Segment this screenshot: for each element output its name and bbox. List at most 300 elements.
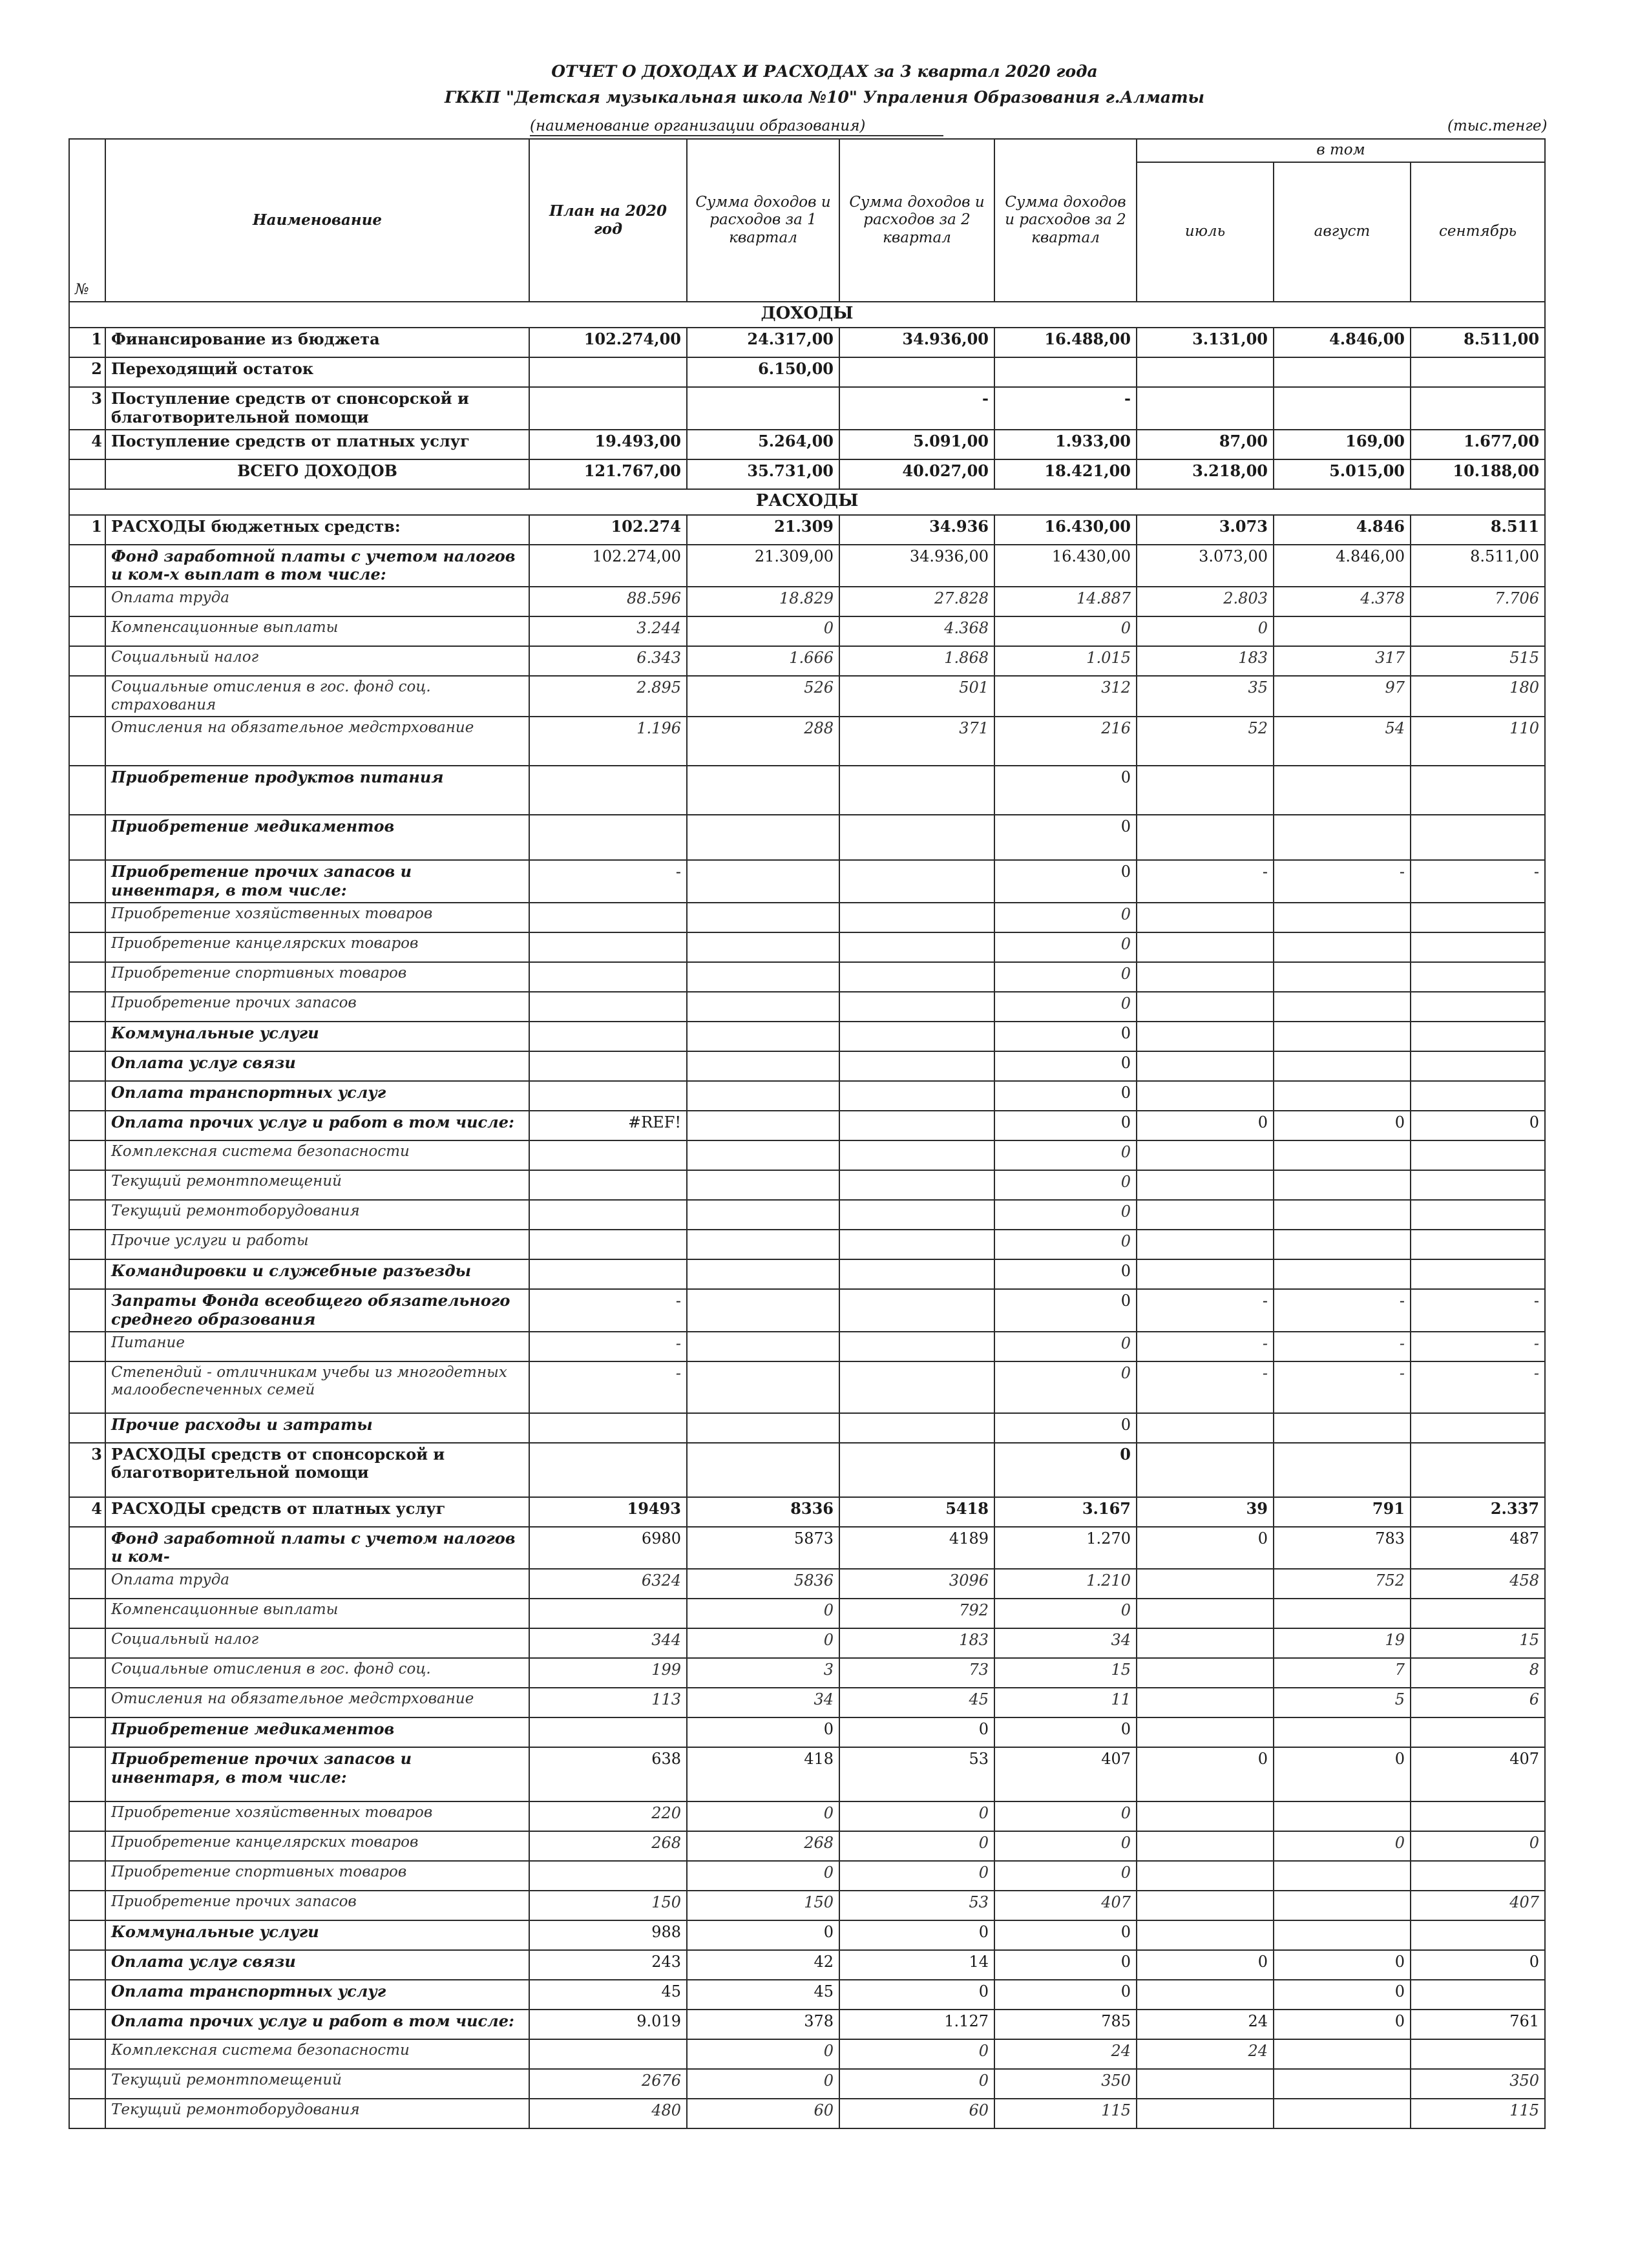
cell-aug: [1274, 616, 1411, 646]
cell-sep: [1411, 1170, 1545, 1200]
row-number: [69, 1140, 105, 1170]
row-name: Поступление средств от платных услуг: [105, 430, 529, 459]
table-row: [69, 387, 1545, 430]
row-number: [69, 545, 105, 587]
cell-q3: 0: [994, 1289, 1137, 1332]
cell-aug: 0: [1274, 2010, 1411, 2039]
cell-jul: [1137, 1413, 1274, 1443]
row-number: [69, 1891, 105, 1920]
cell-q1: [687, 1170, 839, 1200]
cell-q3: 0: [994, 1081, 1137, 1111]
row-name: Компенсационные выплаты: [105, 1599, 529, 1628]
row-number: [69, 903, 105, 932]
row-number: [69, 1200, 105, 1230]
cell-q1: [687, 387, 839, 430]
table-row: [69, 545, 1545, 587]
row-name: РАСХОДЫ средств от спонсорской и благотворительной помощи: [105, 1443, 529, 1497]
table-row: [69, 1861, 1545, 1891]
cell-plan: [529, 387, 687, 430]
cell-q2: 53: [839, 1891, 994, 1920]
row-number: [69, 1569, 105, 1599]
cell-jul: 3.073: [1137, 515, 1274, 545]
row-name: Приобретение прочих запасов: [105, 1891, 529, 1920]
section-title: РАСХОДЫ: [69, 489, 1545, 515]
cell-sep: [1411, 1861, 1545, 1891]
cell-sep: [1411, 992, 1545, 1022]
table-row: [69, 1801, 1545, 1831]
row-name: Приобретение продуктов питания: [105, 766, 529, 815]
cell-aug: 4.846,00: [1274, 545, 1411, 587]
cell-sep: 15: [1411, 1628, 1545, 1658]
cell-plan: 3.244: [529, 616, 687, 646]
cell-q3: 0: [994, 1230, 1137, 1259]
cell-q2: [839, 766, 994, 815]
row-number: [69, 1111, 105, 1140]
cell-q1: [687, 1230, 839, 1259]
row-name: Финансирование из бюджета: [105, 328, 529, 357]
cell-aug: 7: [1274, 1658, 1411, 1688]
row-number: [69, 992, 105, 1022]
table-row: [69, 1022, 1545, 1051]
cell-q3: 0: [994, 962, 1137, 992]
cell-jul: [1137, 992, 1274, 1022]
table-row: [69, 328, 1545, 357]
row-name: Социальный налог: [105, 1628, 529, 1658]
cell-q3: 407: [994, 1747, 1137, 1801]
cell-q2: 0: [839, 1717, 994, 1747]
cell-q1: 1.666: [687, 646, 839, 676]
row-number: [69, 1628, 105, 1658]
table-row: [69, 1628, 1545, 1658]
cell-sep: [1411, 616, 1545, 646]
cell-q3: 115: [994, 2099, 1137, 2128]
row-number: 4: [69, 430, 105, 459]
cell-q1: 150: [687, 1891, 839, 1920]
row-number: [69, 1861, 105, 1891]
cell-jul: [1137, 1891, 1274, 1920]
cell-q2: 14: [839, 1950, 994, 1980]
cell-q2: [839, 1230, 994, 1259]
row-number: [69, 1801, 105, 1831]
cell-jul: [1137, 1688, 1274, 1717]
table-row: [69, 1599, 1545, 1628]
cell-plan: 150: [529, 1891, 687, 1920]
row-name: Поступление средств от спонсорской и благотворительной помощи: [105, 387, 529, 430]
cell-jul: -: [1137, 1361, 1274, 1413]
row-number: [69, 459, 105, 489]
cell-jul: [1137, 1920, 1274, 1950]
row-name: Социальные отисления в гос. фонд соц.: [105, 1658, 529, 1688]
cell-q2: 4.368: [839, 616, 994, 646]
cell-q3: 785: [994, 2010, 1137, 2039]
cell-q2: [839, 1413, 994, 1443]
cell-sep: 487: [1411, 1527, 1545, 1570]
cell-aug: [1274, 1022, 1411, 1051]
cell-sep: [1411, 357, 1545, 387]
table-row: [69, 1831, 1545, 1861]
cell-jul: 24: [1137, 2010, 1274, 2039]
cell-q2: [839, 1289, 994, 1332]
cell-plan: 45: [529, 1980, 687, 2010]
table-row: [69, 903, 1545, 932]
cell-q2: 34.936: [839, 515, 994, 545]
cell-aug: [1274, 815, 1411, 860]
cell-jul: [1137, 1628, 1274, 1658]
header-september: сентябрь: [1411, 162, 1545, 302]
table-row: [69, 766, 1545, 815]
cell-jul: [1137, 1022, 1274, 1051]
cell-plan: 19493: [529, 1497, 687, 1527]
cell-plan: [529, 1200, 687, 1230]
cell-q1: 0: [687, 2039, 839, 2069]
row-number: [69, 1230, 105, 1259]
cell-jul: [1137, 1658, 1274, 1688]
cell-q2: [839, 1140, 994, 1170]
cell-aug: [1274, 1051, 1411, 1081]
cell-aug: [1274, 1443, 1411, 1497]
cell-q1: [687, 903, 839, 932]
table-row: [69, 1361, 1545, 1413]
header-month-group: в том: [1137, 139, 1545, 162]
cell-sep: 8.511: [1411, 515, 1545, 545]
table-row: [69, 1230, 1545, 1259]
cell-q3: 1.933,00: [994, 430, 1137, 459]
cell-sep: [1411, 766, 1545, 815]
row-name: Отисления на обязательное медстрхование: [105, 717, 529, 766]
cell-aug: -: [1274, 1289, 1411, 1332]
row-number: [69, 1831, 105, 1861]
table-row: [69, 1413, 1545, 1443]
income-expense-table: [68, 138, 1546, 2129]
cell-jul: [1137, 387, 1274, 430]
cell-plan: 268: [529, 1831, 687, 1861]
cell-q2: 73: [839, 1658, 994, 1688]
cell-q1: [687, 1413, 839, 1443]
cell-plan: 6324: [529, 1569, 687, 1599]
cell-q2: 60: [839, 2099, 994, 2128]
row-name: Текущий ремонтоборудования: [105, 2099, 529, 2128]
cell-plan: [529, 766, 687, 815]
cell-sep: 2.337: [1411, 1497, 1545, 1527]
cell-q1: 0: [687, 616, 839, 646]
cell-q3: 0: [994, 992, 1137, 1022]
cell-q3: 0: [994, 1140, 1137, 1170]
cell-q3: 0: [994, 815, 1137, 860]
cell-jul: [1137, 932, 1274, 962]
cell-jul: 3.218,00: [1137, 459, 1274, 489]
cell-sep: [1411, 903, 1545, 932]
cell-plan: [529, 992, 687, 1022]
cell-jul: 0: [1137, 616, 1274, 646]
row-name: ВСЕГО ДОХОДОВ: [105, 459, 529, 489]
cell-aug: [1274, 992, 1411, 1022]
cell-q2: 1.127: [839, 2010, 994, 2039]
row-name: Компенсационные выплаты: [105, 616, 529, 646]
cell-jul: [1137, 1980, 1274, 2010]
cell-q1: [687, 962, 839, 992]
table-row: [69, 1332, 1545, 1361]
cell-sep: 350: [1411, 2069, 1545, 2099]
row-name: Коммунальные услуги: [105, 1022, 529, 1051]
cell-q2: 792: [839, 1599, 994, 1628]
row-number: [69, 1527, 105, 1570]
cell-q2: [839, 815, 994, 860]
header-july: июль: [1137, 162, 1274, 302]
cell-aug: [1274, 932, 1411, 962]
cell-q2: 0: [839, 1920, 994, 1950]
cell-plan: 199: [529, 1658, 687, 1688]
cell-jul: [1137, 1443, 1274, 1497]
cell-q1: [687, 815, 839, 860]
cell-plan: [529, 1861, 687, 1891]
cell-aug: [1274, 1920, 1411, 1950]
cell-aug: [1274, 903, 1411, 932]
row-number: [69, 860, 105, 903]
cell-plan: 19.493,00: [529, 430, 687, 459]
cell-q2: [839, 860, 994, 903]
cell-q3: 0: [994, 932, 1137, 962]
cell-q3: 0: [994, 1361, 1137, 1413]
table-row: [69, 587, 1545, 616]
cell-plan: [529, 1443, 687, 1497]
header-name: Наименование: [105, 139, 529, 302]
cell-q3: 407: [994, 1891, 1137, 1920]
cell-q3: 0: [994, 1920, 1137, 1950]
row-name: Приобретение спортивных товаров: [105, 1861, 529, 1891]
cell-plan: [529, 903, 687, 932]
cell-aug: [1274, 962, 1411, 992]
row-number: [69, 1413, 105, 1443]
cell-sep: 0: [1411, 1831, 1545, 1861]
table-row: [69, 1717, 1545, 1747]
cell-q1: [687, 1051, 839, 1081]
cell-q3: 0: [994, 1950, 1137, 1980]
table-row: [69, 1747, 1545, 1801]
cell-plan: #REF!: [529, 1111, 687, 1140]
row-name: Приобретение прочих запасов и инвентаря, в том числе:: [105, 1747, 529, 1801]
cell-q1: 6.150,00: [687, 357, 839, 387]
row-number: [69, 1332, 105, 1361]
cell-plan: 480: [529, 2099, 687, 2128]
cell-q1: [687, 1289, 839, 1332]
cell-q1: [687, 1200, 839, 1230]
cell-aug: [1274, 2069, 1411, 2099]
table-row: [69, 2069, 1545, 2099]
table-row: [69, 2039, 1545, 2069]
cell-jul: 2.803: [1137, 587, 1274, 616]
header-plan: План на 2020 год: [529, 139, 687, 302]
cell-jul: [1137, 357, 1274, 387]
row-name: Приобретение канцелярских товаров: [105, 932, 529, 962]
cell-q1: [687, 992, 839, 1022]
cell-aug: [1274, 387, 1411, 430]
cell-q1: [687, 1443, 839, 1497]
cell-jul: 3.073,00: [1137, 545, 1274, 587]
table-row: [69, 1527, 1545, 1570]
cell-q1: 21.309: [687, 515, 839, 545]
row-name: Приобретение канцелярских товаров: [105, 1831, 529, 1861]
cell-plan: -: [529, 1289, 687, 1332]
cell-jul: 35: [1137, 676, 1274, 717]
cell-jul: [1137, 1170, 1274, 1200]
cell-aug: 54: [1274, 717, 1411, 766]
row-name: Отисления на обязательное медстрхование: [105, 1688, 529, 1717]
cell-q3: 0: [994, 1413, 1137, 1443]
cell-sep: [1411, 1081, 1545, 1111]
cell-plan: 220: [529, 1801, 687, 1831]
row-number: [69, 2010, 105, 2039]
cell-q1: 0: [687, 2069, 839, 2099]
table-row: [69, 815, 1545, 860]
cell-jul: [1137, 962, 1274, 992]
cell-q3: 0: [994, 860, 1137, 903]
cell-sep: 10.188,00: [1411, 459, 1545, 489]
cell-q1: [687, 860, 839, 903]
cell-plan: [529, 1413, 687, 1443]
cell-jul: 52: [1137, 717, 1274, 766]
cell-sep: [1411, 1920, 1545, 1950]
cell-plan: [529, 1140, 687, 1170]
row-name: РАСХОДЫ средств от платных услуг: [105, 1497, 529, 1527]
cell-q1: 35.731,00: [687, 459, 839, 489]
row-name: Текущий ремонтпомещений: [105, 2069, 529, 2099]
cell-plan: 102.274,00: [529, 328, 687, 357]
table-row: [69, 1443, 1545, 1497]
row-number: [69, 962, 105, 992]
cell-aug: [1274, 1717, 1411, 1747]
row-name: Социальный налог: [105, 646, 529, 676]
cell-q1: [687, 1022, 839, 1051]
cell-plan: [529, 1717, 687, 1747]
cell-plan: [529, 932, 687, 962]
row-number: [69, 1950, 105, 1980]
cell-aug: [1274, 2039, 1411, 2069]
cell-jul: 0: [1137, 1747, 1274, 1801]
cell-jul: [1137, 2099, 1274, 2128]
cell-sep: 110: [1411, 717, 1545, 766]
row-number: [69, 932, 105, 962]
row-name: Оплата транспортных услуг: [105, 1980, 529, 2010]
cell-plan: 638: [529, 1747, 687, 1801]
cell-plan: 113: [529, 1688, 687, 1717]
cell-q2: [839, 1051, 994, 1081]
cell-plan: 6.343: [529, 646, 687, 676]
cell-jul: 0: [1137, 1950, 1274, 1980]
cell-plan: 243: [529, 1950, 687, 1980]
cell-q3: 216: [994, 717, 1137, 766]
cell-q3: 0: [994, 1170, 1137, 1200]
row-number: [69, 2039, 105, 2069]
row-name: Оплата прочих услуг и работ в том числе:: [105, 2010, 529, 2039]
row-number: [69, 2069, 105, 2099]
cell-q2: [839, 1022, 994, 1051]
table-row: [69, 1497, 1545, 1527]
cell-sep: [1411, 1140, 1545, 1170]
table-row: [69, 646, 1545, 676]
table-row: [69, 1950, 1545, 1980]
cell-q1: [687, 1361, 839, 1413]
row-name: Оплата труда: [105, 587, 529, 616]
row-number: [69, 1980, 105, 2010]
cell-q1: 3: [687, 1658, 839, 1688]
row-name: Прочие услуги и работы: [105, 1230, 529, 1259]
cell-aug: 752: [1274, 1569, 1411, 1599]
row-number: [69, 1747, 105, 1801]
cell-q1: [687, 1332, 839, 1361]
table-row: [69, 717, 1545, 766]
cell-plan: [529, 1599, 687, 1628]
cell-plan: [529, 962, 687, 992]
table-row: [69, 1980, 1545, 2010]
cell-q2: 5418: [839, 1497, 994, 1527]
table-row: [69, 616, 1545, 646]
cell-plan: 344: [529, 1628, 687, 1658]
cell-q2: [839, 903, 994, 932]
cell-q3: 0: [994, 1051, 1137, 1081]
cell-sep: [1411, 1200, 1545, 1230]
cell-sep: [1411, 1413, 1545, 1443]
row-name: Коммунальные услуги: [105, 1920, 529, 1950]
cell-q1: [687, 1140, 839, 1170]
cell-q1: 0: [687, 1599, 839, 1628]
cell-aug: [1274, 1170, 1411, 1200]
row-number: [69, 1081, 105, 1111]
row-name: Приобретение прочих запасов и инвентаря, в том числе:: [105, 860, 529, 903]
cell-sep: 407: [1411, 1891, 1545, 1920]
cell-q2: [839, 962, 994, 992]
cell-q2: [839, 1200, 994, 1230]
table-row: [69, 430, 1545, 459]
cell-q3: 0: [994, 766, 1137, 815]
row-number: [69, 1022, 105, 1051]
cell-q3: 312: [994, 676, 1137, 717]
cell-plan: 88.596: [529, 587, 687, 616]
cell-q3: 16.430,00: [994, 515, 1137, 545]
row-number: [69, 1289, 105, 1332]
table-row: [69, 1200, 1545, 1230]
row-name: Переходящий остаток: [105, 357, 529, 387]
table-row: [69, 2099, 1545, 2128]
cell-sep: [1411, 1980, 1545, 2010]
cell-jul: 183: [1137, 646, 1274, 676]
row-number: [69, 815, 105, 860]
cell-jul: [1137, 766, 1274, 815]
cell-q3: 0: [994, 1717, 1137, 1747]
cell-sep: [1411, 1717, 1545, 1747]
cell-q2: 0: [839, 1801, 994, 1831]
row-name: Приобретение хозяйственных товаров: [105, 903, 529, 932]
cell-q3: 350: [994, 2069, 1137, 2099]
cell-q1: 21.309,00: [687, 545, 839, 587]
table-row: [69, 932, 1545, 962]
cell-q2: 45: [839, 1688, 994, 1717]
table-row: [69, 1140, 1545, 1170]
cell-q1: 42: [687, 1950, 839, 1980]
cell-q3: 0: [994, 1332, 1137, 1361]
cell-jul: [1137, 1717, 1274, 1747]
cell-sep: 515: [1411, 646, 1545, 676]
cell-q2: 34.936,00: [839, 328, 994, 357]
cell-q3: 0: [994, 903, 1137, 932]
cell-q3: 3.167: [994, 1497, 1137, 1527]
cell-sep: 407: [1411, 1747, 1545, 1801]
cell-aug: [1274, 1413, 1411, 1443]
row-number: [69, 1170, 105, 1200]
table-row: [69, 1658, 1545, 1688]
row-number: [69, 1688, 105, 1717]
report-title: ОТЧЕТ О ДОХОДАХ И РАСХОДАХ за 3 квартал 2020 года: [551, 62, 1098, 81]
cell-q1: 8336: [687, 1497, 839, 1527]
